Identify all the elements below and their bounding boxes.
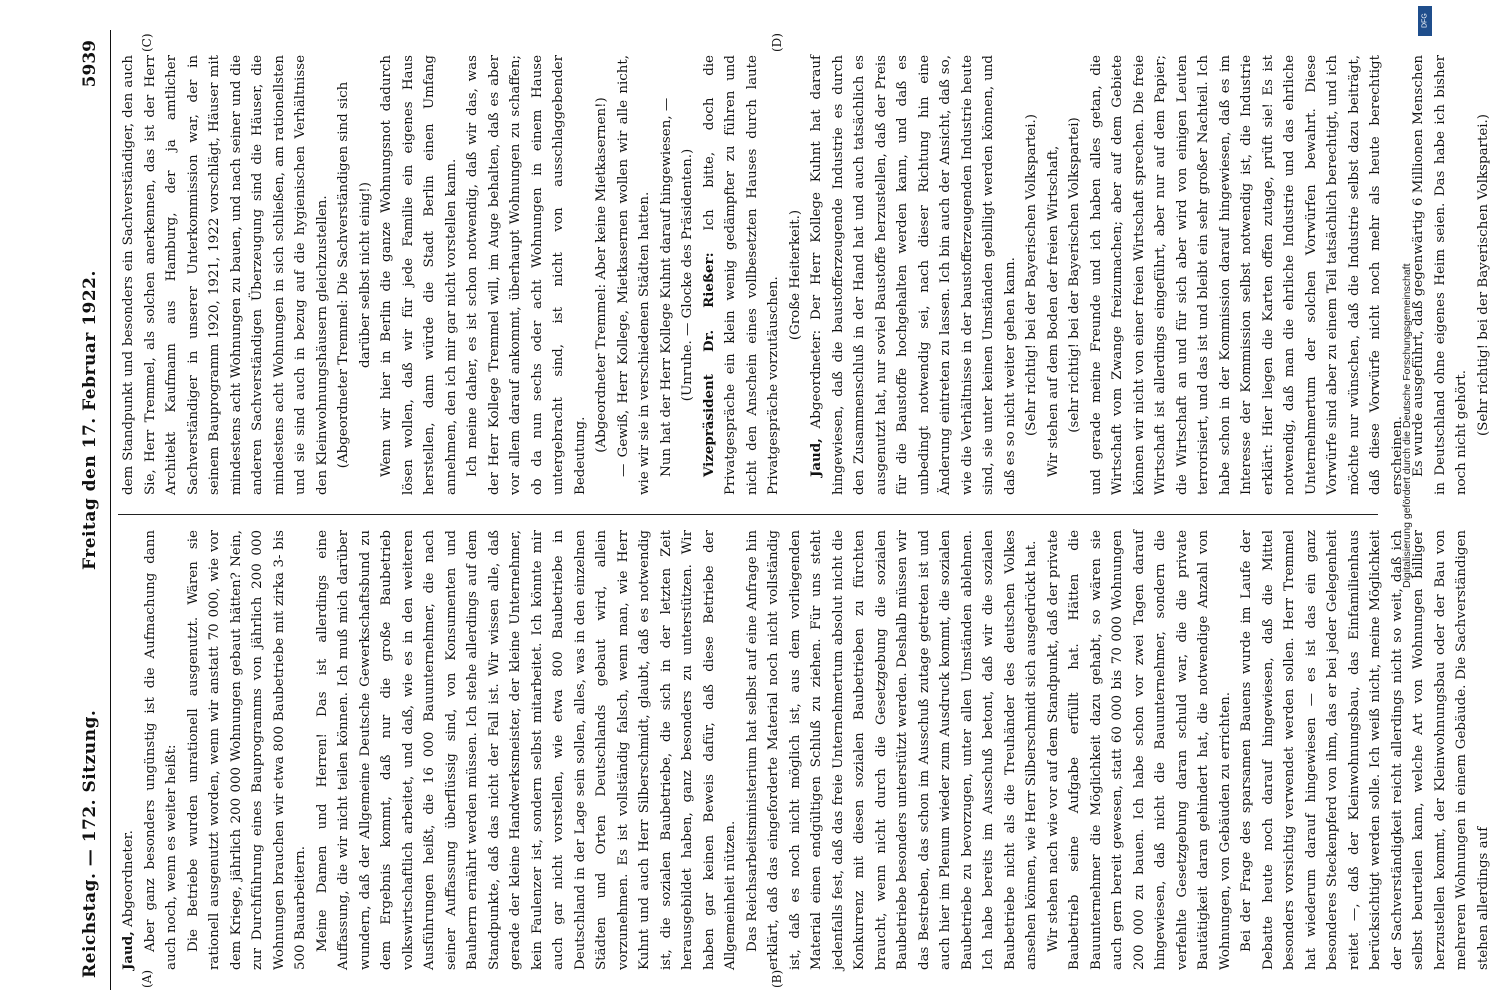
margin-marker-b: (B)	[770, 969, 784, 988]
speaker-name: Jaud,	[808, 438, 824, 477]
header-left: Reichstag. — 172. Sitzung.	[80, 709, 100, 978]
paragraph: Wenn wir hier in Berlin die ganze Wohnungsnot dadurch lösen wollen, daß wir für jede Familie ein eigenes Haus herstellen, dann würde die Stadt Berlin einen Umfang annehmen, den ich mir gar nicht vorstellen kann.	[379, 55, 459, 495]
interjection: (Abgeordneter Tremmel: Aber keine Mietkasernen!)	[594, 97, 609, 453]
paragraph: — Gewiß, Herr Kollege, Mietkasernen wollen wir alle nicht, wie wir sie in verschiedenen Städten hatten.	[615, 55, 652, 495]
speaker-paragraph	[806, 55, 1021, 495]
margin-marker-a: (A)	[140, 969, 154, 988]
margin-marker-d: (D)	[770, 33, 784, 52]
speaker-role: Abgeordneter:	[809, 329, 824, 429]
paragraph: Wir stehen auf dem Boden der freien Wirtschaft,	[1045, 145, 1061, 477]
interjection: (Sehr richtig! bei der Bayerischen Volkspartei.)	[1024, 113, 1039, 437]
paragraph: Bei der Frage des sparsamen Bauens wurde im Laufe der Debatte heute noch darauf hingewiesen, daß die Mittel besonders vorsichtig verwendet werden sollen. Herr Tremmel hat wiederum darauf hingewiesen — es ist das ein ganz besonderes Steckenpferd von ihm, das er bei jeder Gelegenheit reitet —, daß der Kleinwohnungsbau, das Einfamilienhaus berücksichtigt werden solle. Ich weiß nicht, meine Möglichkeit der Sachverständigkeit reicht allerdings nicht so weit, daß ich selbst beurteilen kann, welche Art von Wohnungen billiger herzustellen kommt, der Kleinwohnungsbau oder der Bau von mehreren Wohnungen in einem Gebäude. Die Sachverständigen stehen allerdings auf	[1239, 530, 1491, 970]
interjection: (sehr richtig! bei der Bayerischen Volkspartei)	[1067, 117, 1082, 433]
margin-marker-c: (C)	[140, 33, 154, 52]
paragraph: Wir stehen nach wie vor auf dem Standpunkt, daß der private Baubetrieb seine Aufgabe erfüllt hat. Hätten die Bauunternehmer die Möglichkeit dazu gehabt, so wären sie auch gern bereit gewesen, statt 60 000 bis 70 000 Wohnungen 200 000 zu bauen. Ich habe schon vor zwei Tagen darauf hingewiesen, daß nicht die Bauunternehmer, sondern die verfehlte Gesetzgebung daran schuld war, die die private Bautätigkeit daran gehindert hat, die notwendige Anzahl von Wohnungen, von Gebäuden zu errichten.	[1045, 530, 1233, 970]
digitization-note	[1395, 8, 1431, 998]
digitization-note-text: Digitalisierung gefördert durch die Deutsche Forschungsgemeinschaft	[1401, 263, 1413, 588]
header-date: Freitag den 17. Februar 1922.	[80, 270, 100, 570]
vice-president-name: Vizepräsident Dr. Rießer:	[700, 252, 717, 477]
quote-paragraph: Die Betriebe wurden unrationell ausgenutzt. Wären sie rationell ausgenutzt worden, wenn wir anstatt 70 000, wie vor dem Kriege, jährlich 200 000 Wohnungen gebaut hätten? Nein, zur Durchführung eines Bauprogramms von jährlich 200 000 Wohnungen brauchen wir etwa 800 Baubetriebe mit zirka 3- bis 500 Bauarbeitern.	[185, 530, 308, 970]
speaker-name: Jaud,	[120, 931, 136, 970]
paragraph: dem Standpunkt und besonders ein Sachverständiger, den auch Sie, Herr Tremmel, als solchen anerkennen, das ist der Herr Architekt Kaufmann aus Hamburg, der ja amtlicher Sachverständiger in unserer Unterkommission war, der in seinem Bauprogramm 1920, 1921, 1922 vorschlägt, Häuser mit mindestens acht Wohnungen zu bauen, und nach seiner und die anderen Sachverständigen Überzeugung sind die Häuser, die mindestens acht Wohnungen in sich schließen, am rationellsten und sie sind auch in bezug auf die hygienischen Verhältnisse den Kleinwohnungshäusern gleichzustellen.	[121, 55, 330, 495]
left-column	[118, 530, 1491, 970]
paragraph: Das Reichsarbeitsministerium hat selbst auf eine Anfrage hin erklärt, daß das eingeforderte Material noch nicht vollständig ist, daß es noch nicht möglich ist, aus dem vorliegenden Material einen endgültigen Schluß zu ziehen. Für uns steht jedenfalls fest, daß das freie Unternehmertum absolut nicht die Konkurrenz mit diesen sozialen Baubetrieben zu fürchten braucht, wenn nicht durch die Gesetzgebung die sozialen Baubetriebe besonders unterstützt werden. Deshalb müssen wir das Bestreben, das schon im Ausschuß zutage getreten ist und auch hier im Plenum wieder zum Ausdruck kommt, die sozialen Baubetriebe zu bevorzugen, unter allen Umständen ablehnen. Ich habe bereits im Ausschuß betont, daß wir die sozialen Baubetriebe nicht als die Treuhänder des deutschen Volkes ansehen können, wie Herr Silberschmidt sich ausgedrückt hat.	[744, 530, 1039, 970]
interjection: (Abgeordneter Tremmel: Die Sachverständigen sind sich darüber selbst nicht einig!)	[336, 81, 373, 469]
column-divider	[118, 514, 1378, 515]
speaker-role: Abgeordneter.	[121, 830, 136, 927]
speaker-text: Der Herr Kollege Kuhnt hat darauf hingewiesen, daß die baustofferzeugende Industrie es durch den Zusammenschluß in der Hand hat und auch tatsächlich es ausgenutzt hat, nur soviel Baustoffe herzustellen, daß der Preis für die Baustoffe hochgehalten werden kann, und daß es unbedingt notwendig sei, nach dieser Richtung hin eine Änderung eintreten zu lassen. Ich bin auch der Ansicht, daß so, wie die Verhältnisse in der baustofferzeugenden Industrie heute sind, sie unter keinen Umständen gebilligt werden können, und daß es so nicht weiter gehen kann.	[809, 55, 1018, 495]
page-number: 5939	[80, 40, 100, 88]
paragraph: Nun hat der Herr Kollege Kuhnt darauf hingewiesen, —	[658, 97, 674, 477]
interjection: (Unruhe. — Glocke des Präsidenten.)	[680, 148, 695, 402]
interjection: (Große Heiterkeit.)	[787, 209, 803, 341]
dfg-logo: DFG	[1418, 6, 1432, 36]
speaker-line	[118, 530, 140, 970]
paragraph: Es wurde ausgeführt, daß gegenwärtig 6 Millionen Menschen in Deutschland ohne eigenes Heim seien. Das habe ich bisher noch nicht gehört.	[1411, 55, 1469, 495]
interjection: (Sehr richtig! bei der Bayerischen Volkspartei.)	[1475, 113, 1491, 437]
vice-president-text: Ich bitte, doch die Privatgespräche ein klein wenig gedämpfter zu führen und nicht den Anschein eines vollbesetzten Hauses durch laute Privatgespräche vorzutäuschen.	[701, 55, 781, 495]
paragraph: Aber ganz besonders ungünstig ist die Aufmachung dann auch noch, wenn es weiter heißt:	[142, 530, 179, 970]
vice-president-remark	[699, 55, 785, 495]
paragraph: und gerade meine Freunde und ich haben alles getan, die Wirtschaft vom Zwange freizumachen; aber auf dem Gebiete können wir nicht von einer freien Wirtschaft sprechen. Die freie Wirtschaft ist allerdings eingeführt, aber nur auf dem Papier; die Wirtschaft an und für sich aber wird von einigen Leuten terrorisiert, und das ist und bleibt ein sehr großer Nachteil. Ich habe schon in der Kommission darauf hingewiesen, daß es im Interesse der Kommission selbst notwendig ist, die Industrie erklärt: Hier liegen die Karten offen zutage, prüft sie! Es ist notwendig, daß man die ehrliche Industrie und das ehrliche Unternehmertum der solchen Vorwürfen bewahrt. Diese Vorwürfe sind aber zu einem Teil tatsächlich berechtigt, und ich möchte nur wünschen, daß die Industrie selbst dazu beiträgt, daß diese Vorwürfe nicht noch mehr als heute berechtigt erscheinen.	[1088, 55, 1405, 495]
page-header	[70, 30, 111, 990]
paragraph: Meine Damen und Herren! Das ist allerdings eine Auffassung, die wir nicht teilen können. Ich muß mich darüber wundern, daß der Allgemeine Deutsche Gewerkschaftsbund zu dem Ergebnis kommt, daß nur die große Baubetrieb volkswirtschaftlich arbeitet, und daß, wie es in den weiteren Ausführungen heißt, die 16 000 Bauunternehmer, die nach seiner Auffassung überflüssig sind, von Konsumenten und Bauherrn ernährt werden müssen. Ich stehe allerdings auf dem Standpunkte, daß das nicht der Fall ist. Wir wissen alle, daß gerade der kleine Handwerksmeister, der kleine Unternehmer, kein Faulenzer ist, sondern selbst mitarbeitet. Ich könnte mir auch gar nicht vorstellen, wie etwa 800 Baubetriebe in Deutschland in der Lage sein sollen, alles, was in den einzelnen Städten und Orten Deutschlands gebaut wird, allein vorzunehmen. Es ist vollständig falsch, wenn man, wie Herr Kuhnt und auch Herr Silberschmidt, glaubt, daß es notwendig ist, die sozialen Baubetriebe, die sich in der letzten Zeit herausgebildet haben, ganz besonders zu unterstützen. Wir haben gar keinen Beweis dafür, daß diese Betriebe der Allgemeinheit nützen.	[314, 530, 738, 970]
paragraph: Ich meine daher, es ist schon notwendig, daß wir das, was der Herr Kollege Tremmel will, im Auge behalten, daß es aber vor allem darauf ankommt, überhaupt Wohnungen zu schaffen; ob da nun sechs oder acht Wohnungen in einem Hause untergebracht sind, ist nicht von ausschlaggebender Bedeutung.	[465, 55, 588, 495]
